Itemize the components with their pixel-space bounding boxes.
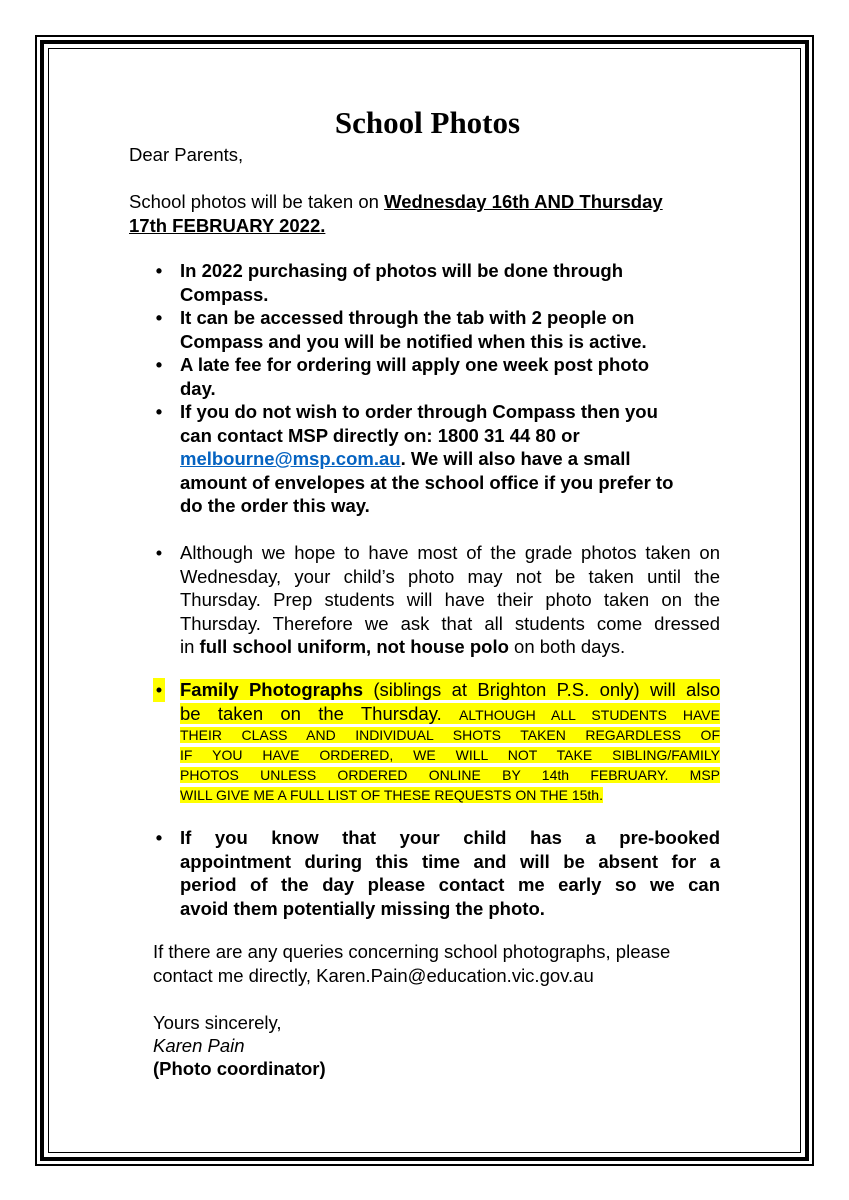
bullet-icon: •	[155, 307, 163, 328]
list-item-line: avoid them potentially missing the photo.	[180, 897, 545, 919]
queries-line: contact me directly, Karen.Pain@education.vic.gov.au	[153, 964, 594, 986]
list-item-line: Thursday. Prep students will have their photo taken on the	[180, 589, 720, 610]
list-item-line: Wednesday, your child’s photo may not be taken until the	[180, 565, 720, 587]
list-item-body	[180, 541, 720, 659]
signer-role: (Photo coordinator)	[153, 1058, 326, 1079]
bullet-icon: •	[153, 678, 165, 702]
family-photos-list	[153, 678, 720, 805]
page-title: School Photos	[334, 105, 521, 140]
bullet-icon: •	[155, 401, 163, 422]
list-item-text: PHOTOS UNLESS ORDERED ONLINE BY 14th FEBRUARY. MSP	[180, 767, 720, 783]
photo-date-line1: Wednesday 16th AND Thursday	[384, 191, 663, 212]
list-item	[153, 353, 713, 400]
list-item-line: If you do not wish to order through Compass then you	[180, 401, 658, 422]
list-item-line: day.	[180, 377, 216, 399]
bullet-icon: •	[155, 542, 163, 563]
list-item-line: amount of envelopes at the school office if you prefer to	[180, 471, 674, 493]
closing-salutation: Yours sincerely,	[153, 1012, 282, 1033]
list-item-text: ALTHOUGH ALL STUDENTS HAVE	[459, 706, 720, 723]
queries-line: If there are any queries concerning school photographs, please	[153, 941, 671, 962]
list-item-text: be taken on the Thursday.	[180, 702, 460, 724]
intro-paragraph	[129, 190, 729, 237]
list-item-line: Thursday. Therefore we ask that all students come dressed	[180, 612, 720, 634]
bullet-icon: •	[155, 260, 163, 281]
list-item-line: Compass and you will be notified when this is active.	[180, 330, 647, 352]
list-item-text: in	[180, 636, 200, 657]
list-item-body	[180, 678, 720, 805]
list-item	[153, 826, 720, 920]
list-item-line	[180, 447, 713, 471]
list-item-line: can contact MSP directly on: 1800 31 44 80 or	[180, 424, 580, 446]
list-item-line: It can be accessed through the tab with 2 people on	[180, 307, 635, 328]
greeting: Dear Parents,	[129, 144, 244, 165]
list-item-text: THEIR CLASS AND INDIVIDUAL SHOTS TAKEN REGARDLESS OF	[180, 727, 720, 743]
list-item-text: on both days.	[508, 636, 626, 657]
list-item-text: . We will also have a small	[400, 448, 631, 469]
list-item	[153, 678, 720, 805]
list-item-line: In 2022 purchasing of photos will be done through	[180, 260, 623, 281]
list-item-line	[180, 702, 720, 726]
list-item-line	[180, 725, 720, 745]
queries-paragraph	[153, 940, 723, 987]
family-photographs-heading: Family Photographs	[180, 679, 364, 700]
list-item-line	[180, 745, 720, 765]
list-item-line: appointment during this time and will be absent for a	[180, 850, 720, 872]
list-item	[153, 306, 713, 353]
list-item-line	[180, 678, 720, 702]
uniform-note: full school uniform, not house polo	[199, 636, 509, 657]
grade-photos-list	[153, 541, 720, 659]
list-item-line: Although we hope to have most of the grade photos taken on	[180, 542, 720, 563]
list-item-text: WILL GIVE ME A FULL LIST OF THESE REQUESTS ON THE 15th.	[180, 787, 603, 803]
signer-name: Karen Pain	[153, 1035, 245, 1056]
intro-text: School photos will be taken on	[129, 191, 385, 212]
appointment-list	[153, 826, 720, 920]
list-item-line: do the order this way.	[180, 495, 370, 516]
ordering-info-list	[153, 259, 713, 518]
list-item-line: If you know that your child has a pre-booked	[180, 827, 720, 848]
list-item-line: A late fee for ordering will apply one week post photo	[180, 354, 650, 375]
list-item-line	[180, 765, 720, 785]
photo-date-line2: 17th FEBRUARY 2022.	[129, 214, 326, 236]
list-item-text: (siblings at Brighton P.S. only) will also	[363, 679, 720, 700]
list-item-line	[180, 635, 720, 659]
bullet-icon: •	[155, 354, 163, 375]
list-item	[153, 400, 713, 518]
bullet-icon: •	[155, 827, 163, 848]
list-item	[153, 541, 720, 659]
list-item-body	[180, 826, 720, 920]
list-item	[153, 259, 713, 306]
list-item-line	[180, 785, 720, 805]
list-item-text: IF YOU HAVE ORDERED, WE WILL NOT TAKE SIBLING/FAMILY	[180, 747, 720, 763]
msp-email-link[interactable]: melbourne@msp.com.au	[180, 448, 401, 469]
list-item-line: Compass.	[180, 283, 269, 305]
list-item-line: period of the day please contact me early so we can	[180, 874, 720, 895]
